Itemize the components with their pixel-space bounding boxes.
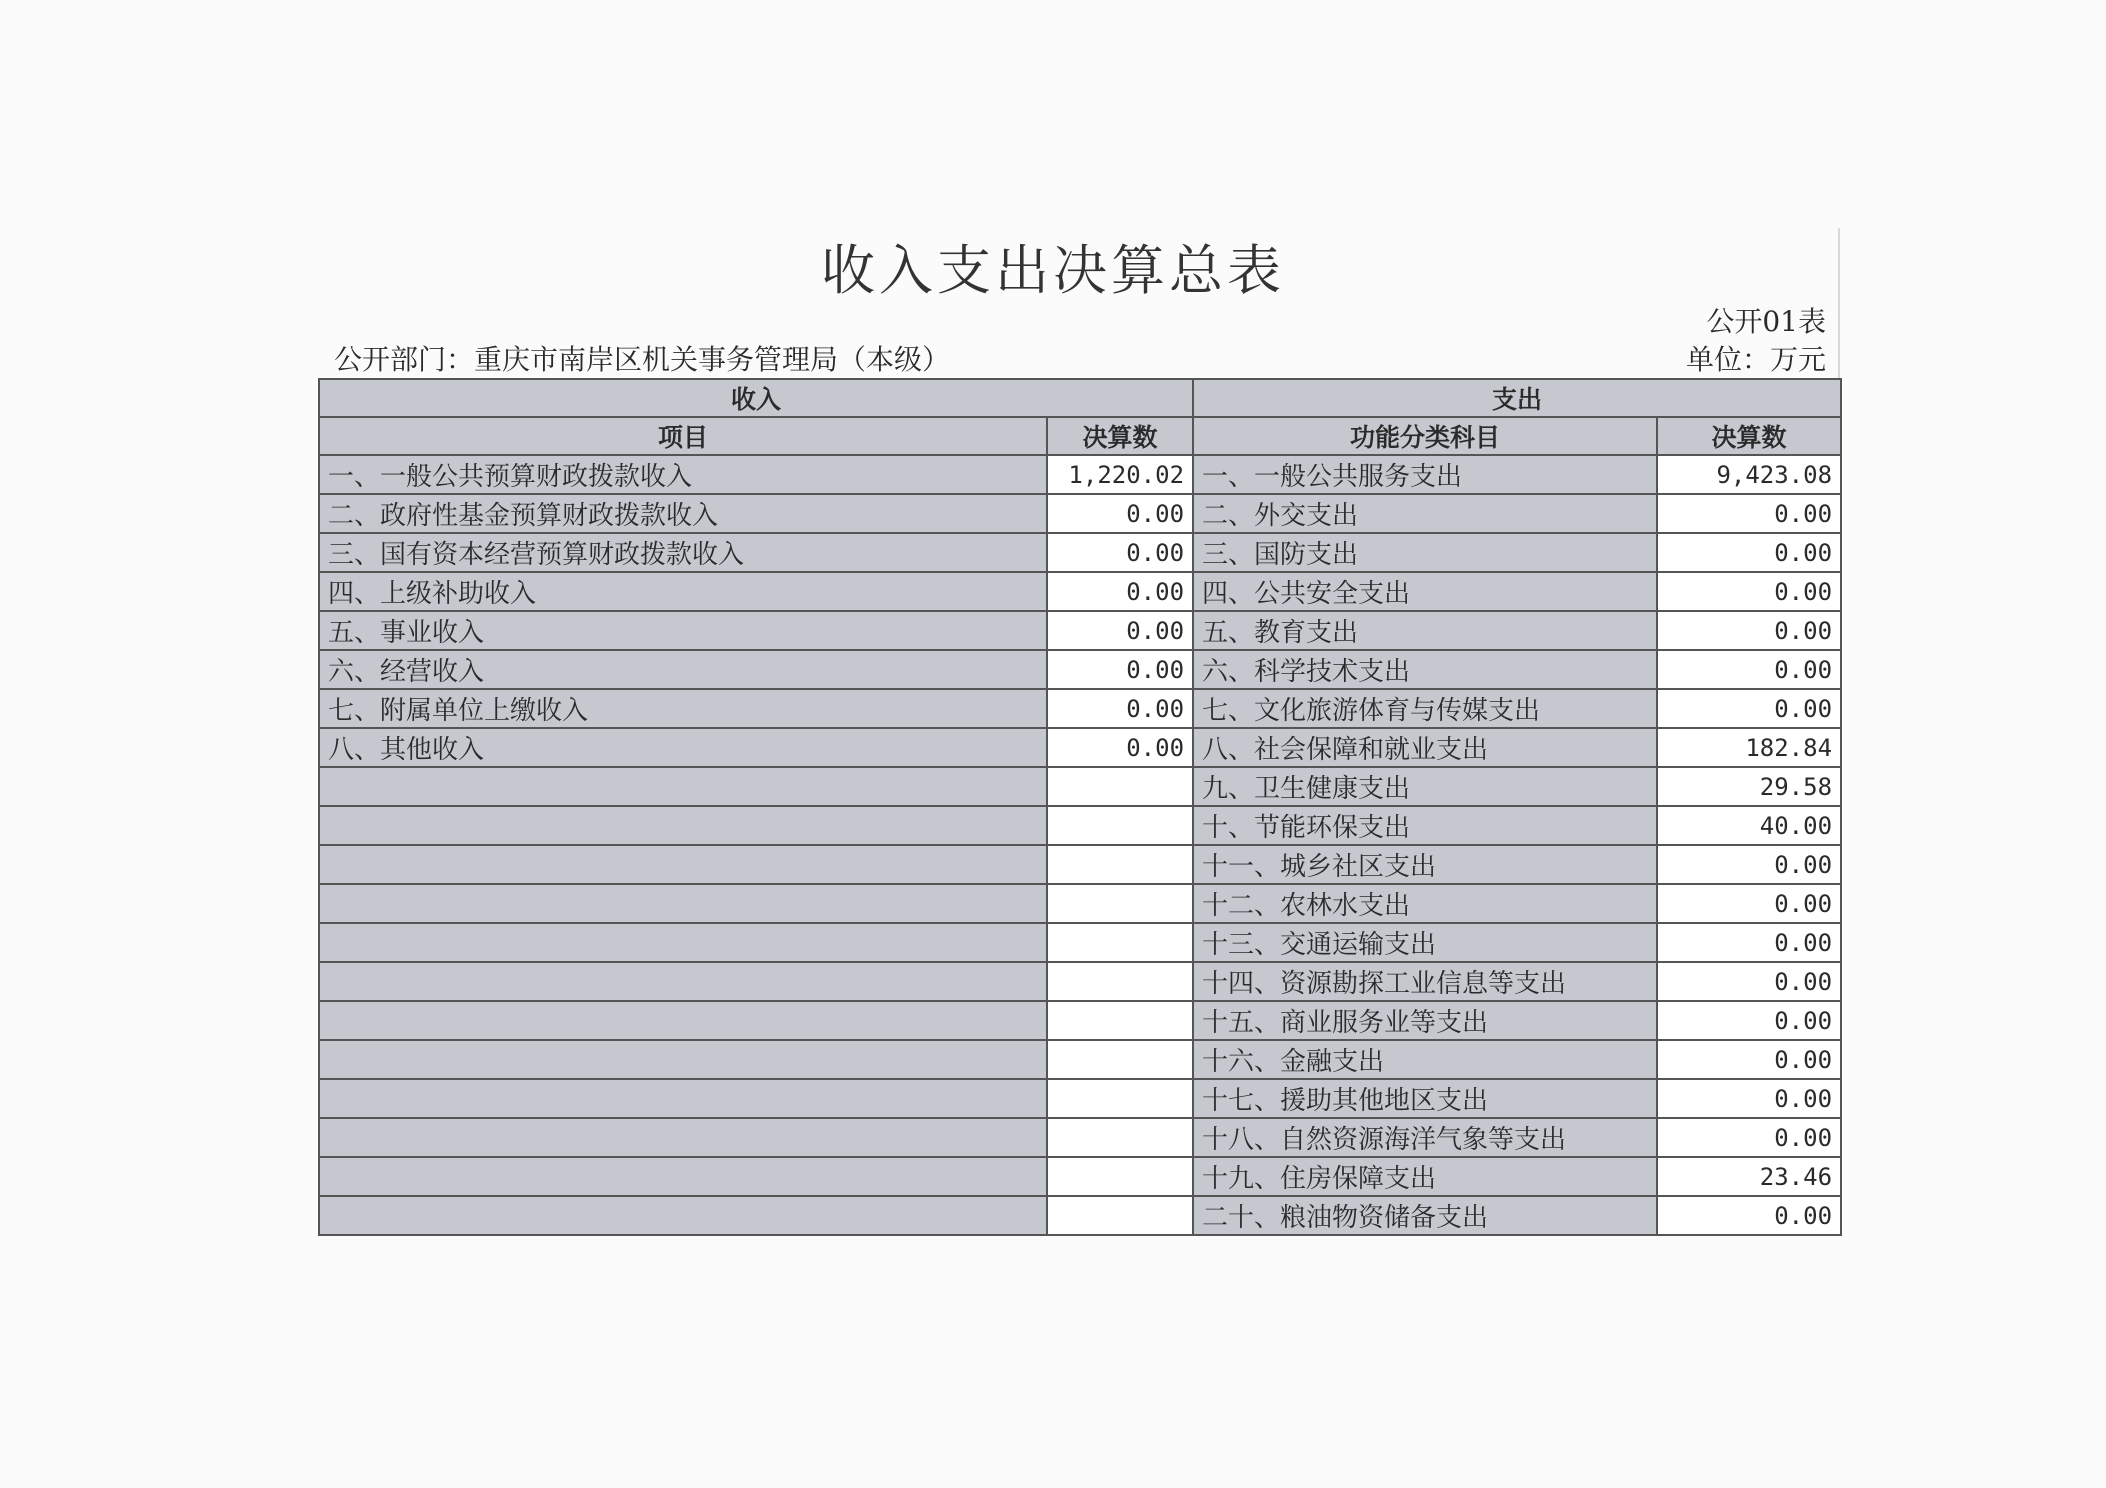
expense-item-cell: 十九、住房保障支出 — [1193, 1157, 1657, 1196]
expense-item-cell: 十六、金融支出 — [1193, 1040, 1657, 1079]
income-item-cell — [319, 1001, 1047, 1040]
income-item-cell: 二、政府性基金预算财政拨款收入 — [319, 494, 1047, 533]
income-amount-cell: 0.00 — [1047, 689, 1193, 728]
income-item-cell: 四、上级补助收入 — [319, 572, 1047, 611]
expense-amount-cell: 0.00 — [1657, 533, 1841, 572]
income-item-cell: 五、事业收入 — [319, 611, 1047, 650]
table-row — [319, 1079, 1841, 1118]
department-label: 公开部门：重庆市南岸区机关事务管理局（本级） — [334, 343, 951, 376]
income-item-cell — [319, 845, 1047, 884]
table-row — [319, 845, 1841, 884]
income-amount-cell: 1,220.02 — [1047, 455, 1193, 494]
income-item-cell — [319, 884, 1047, 923]
expense-item-cell: 八、社会保障和就业支出 — [1193, 728, 1657, 767]
expense-item-cell: 十三、交通运输支出 — [1193, 923, 1657, 962]
income-amount-cell: 0.00 — [1047, 494, 1193, 533]
income-amount-cell: 0.00 — [1047, 533, 1193, 572]
income-amount-cell — [1047, 1079, 1193, 1118]
table-row — [319, 923, 1841, 962]
expense-item-cell: 十四、资源勘探工业信息等支出 — [1193, 962, 1657, 1001]
table-group-header-row — [319, 379, 1841, 417]
table-row — [319, 728, 1841, 767]
income-item-cell — [319, 962, 1047, 1001]
expense-item-cell: 十八、自然资源海洋气象等支出 — [1193, 1118, 1657, 1157]
expense-amount-cell: 0.00 — [1657, 845, 1841, 884]
table-row — [319, 767, 1841, 806]
income-item-cell — [319, 923, 1047, 962]
income-amount-cell: 0.00 — [1047, 650, 1193, 689]
func-category-column-header: 功能分类科目 — [1193, 417, 1657, 455]
expense-amount-cell: 23.46 — [1657, 1157, 1841, 1196]
income-amount-cell — [1047, 1001, 1193, 1040]
expense-header: 支出 — [1193, 379, 1841, 417]
income-item-cell — [319, 1118, 1047, 1157]
table-row — [319, 611, 1841, 650]
table-row — [319, 1118, 1841, 1157]
expense-item-cell: 五、教育支出 — [1193, 611, 1657, 650]
unit-label: 单位：万元 — [1685, 343, 1826, 376]
table-row — [319, 806, 1841, 845]
expense-amount-cell: 0.00 — [1657, 884, 1841, 923]
expense-item-cell: 十七、援助其他地区支出 — [1193, 1079, 1657, 1118]
expense-amount-cell: 0.00 — [1657, 1001, 1841, 1040]
income-amount-cell — [1047, 884, 1193, 923]
expense-item-cell: 二、外交支出 — [1193, 494, 1657, 533]
amount2-column-header: 决算数 — [1657, 417, 1841, 455]
income-header: 收入 — [319, 379, 1193, 417]
income-item-cell: 八、其他收入 — [319, 728, 1047, 767]
table-row — [319, 455, 1841, 494]
expense-amount-cell: 0.00 — [1657, 572, 1841, 611]
income-amount-cell — [1047, 767, 1193, 806]
expense-item-cell: 三、国防支出 — [1193, 533, 1657, 572]
expense-item-cell: 七、文化旅游体育与传媒支出 — [1193, 689, 1657, 728]
expense-amount-cell: 0.00 — [1657, 650, 1841, 689]
expense-amount-cell: 0.00 — [1657, 1118, 1841, 1157]
expense-amount-cell: 9,423.08 — [1657, 455, 1841, 494]
expense-amount-cell: 182.84 — [1657, 728, 1841, 767]
item-column-header: 项目 — [319, 417, 1047, 455]
table-row — [319, 962, 1841, 1001]
income-amount-cell: 0.00 — [1047, 611, 1193, 650]
expense-amount-cell: 0.00 — [1657, 689, 1841, 728]
table-row — [319, 689, 1841, 728]
expense-item-cell: 二十、粮油物资储备支出 — [1193, 1196, 1657, 1235]
expense-item-cell: 十一、城乡社区支出 — [1193, 845, 1657, 884]
table-row — [319, 650, 1841, 689]
income-item-cell: 三、国有资本经营预算财政拨款收入 — [319, 533, 1047, 572]
expense-item-cell: 一、一般公共服务支出 — [1193, 455, 1657, 494]
income-amount-cell: 0.00 — [1047, 572, 1193, 611]
income-item-cell — [319, 1040, 1047, 1079]
expense-amount-cell: 0.00 — [1657, 494, 1841, 533]
table-column-header-row — [319, 417, 1841, 455]
expense-item-cell: 九、卫生健康支出 — [1193, 767, 1657, 806]
income-item-cell: 七、附属单位上缴收入 — [319, 689, 1047, 728]
amount-column-header: 决算数 — [1047, 417, 1193, 455]
table-row — [319, 884, 1841, 923]
income-item-cell — [319, 767, 1047, 806]
page-title: 收入支出决算总表 — [821, 239, 1285, 302]
expense-amount-cell: 0.00 — [1657, 962, 1841, 1001]
income-amount-cell — [1047, 806, 1193, 845]
form-number: 公开01表 — [1706, 305, 1826, 338]
table-row — [319, 572, 1841, 611]
income-item-cell — [319, 1196, 1047, 1235]
expense-item-cell: 四、公共安全支出 — [1193, 572, 1657, 611]
table-row — [319, 1196, 1841, 1235]
income-item-cell — [319, 1157, 1047, 1196]
table-row — [319, 1040, 1841, 1079]
expense-amount-cell: 0.00 — [1657, 923, 1841, 962]
expense-amount-cell: 0.00 — [1657, 1040, 1841, 1079]
expense-item-cell: 六、科学技术支出 — [1193, 650, 1657, 689]
income-amount-cell — [1047, 845, 1193, 884]
expense-item-cell: 十、节能环保支出 — [1193, 806, 1657, 845]
income-amount-cell — [1047, 962, 1193, 1001]
table-row — [319, 533, 1841, 572]
expense-amount-cell: 0.00 — [1657, 1196, 1841, 1235]
expense-amount-cell: 0.00 — [1657, 1079, 1841, 1118]
income-amount-cell: 0.00 — [1047, 728, 1193, 767]
income-amount-cell — [1047, 1118, 1193, 1157]
expense-item-cell: 十五、商业服务业等支出 — [1193, 1001, 1657, 1040]
income-item-cell: 一、一般公共预算财政拨款收入 — [319, 455, 1047, 494]
income-item-cell — [319, 806, 1047, 845]
expense-amount-cell: 40.00 — [1657, 806, 1841, 845]
table-row — [319, 1001, 1841, 1040]
table-row — [319, 1157, 1841, 1196]
income-amount-cell — [1047, 1196, 1193, 1235]
income-amount-cell — [1047, 1040, 1193, 1079]
expense-item-cell: 十二、农林水支出 — [1193, 884, 1657, 923]
income-amount-cell — [1047, 1157, 1193, 1196]
income-item-cell — [319, 1079, 1047, 1118]
expense-amount-cell: 0.00 — [1657, 611, 1841, 650]
income-item-cell: 六、经营收入 — [319, 650, 1047, 689]
expense-amount-cell: 29.58 — [1657, 767, 1841, 806]
income-amount-cell — [1047, 923, 1193, 962]
income-expense-table — [318, 378, 1842, 1236]
table-row — [319, 494, 1841, 533]
